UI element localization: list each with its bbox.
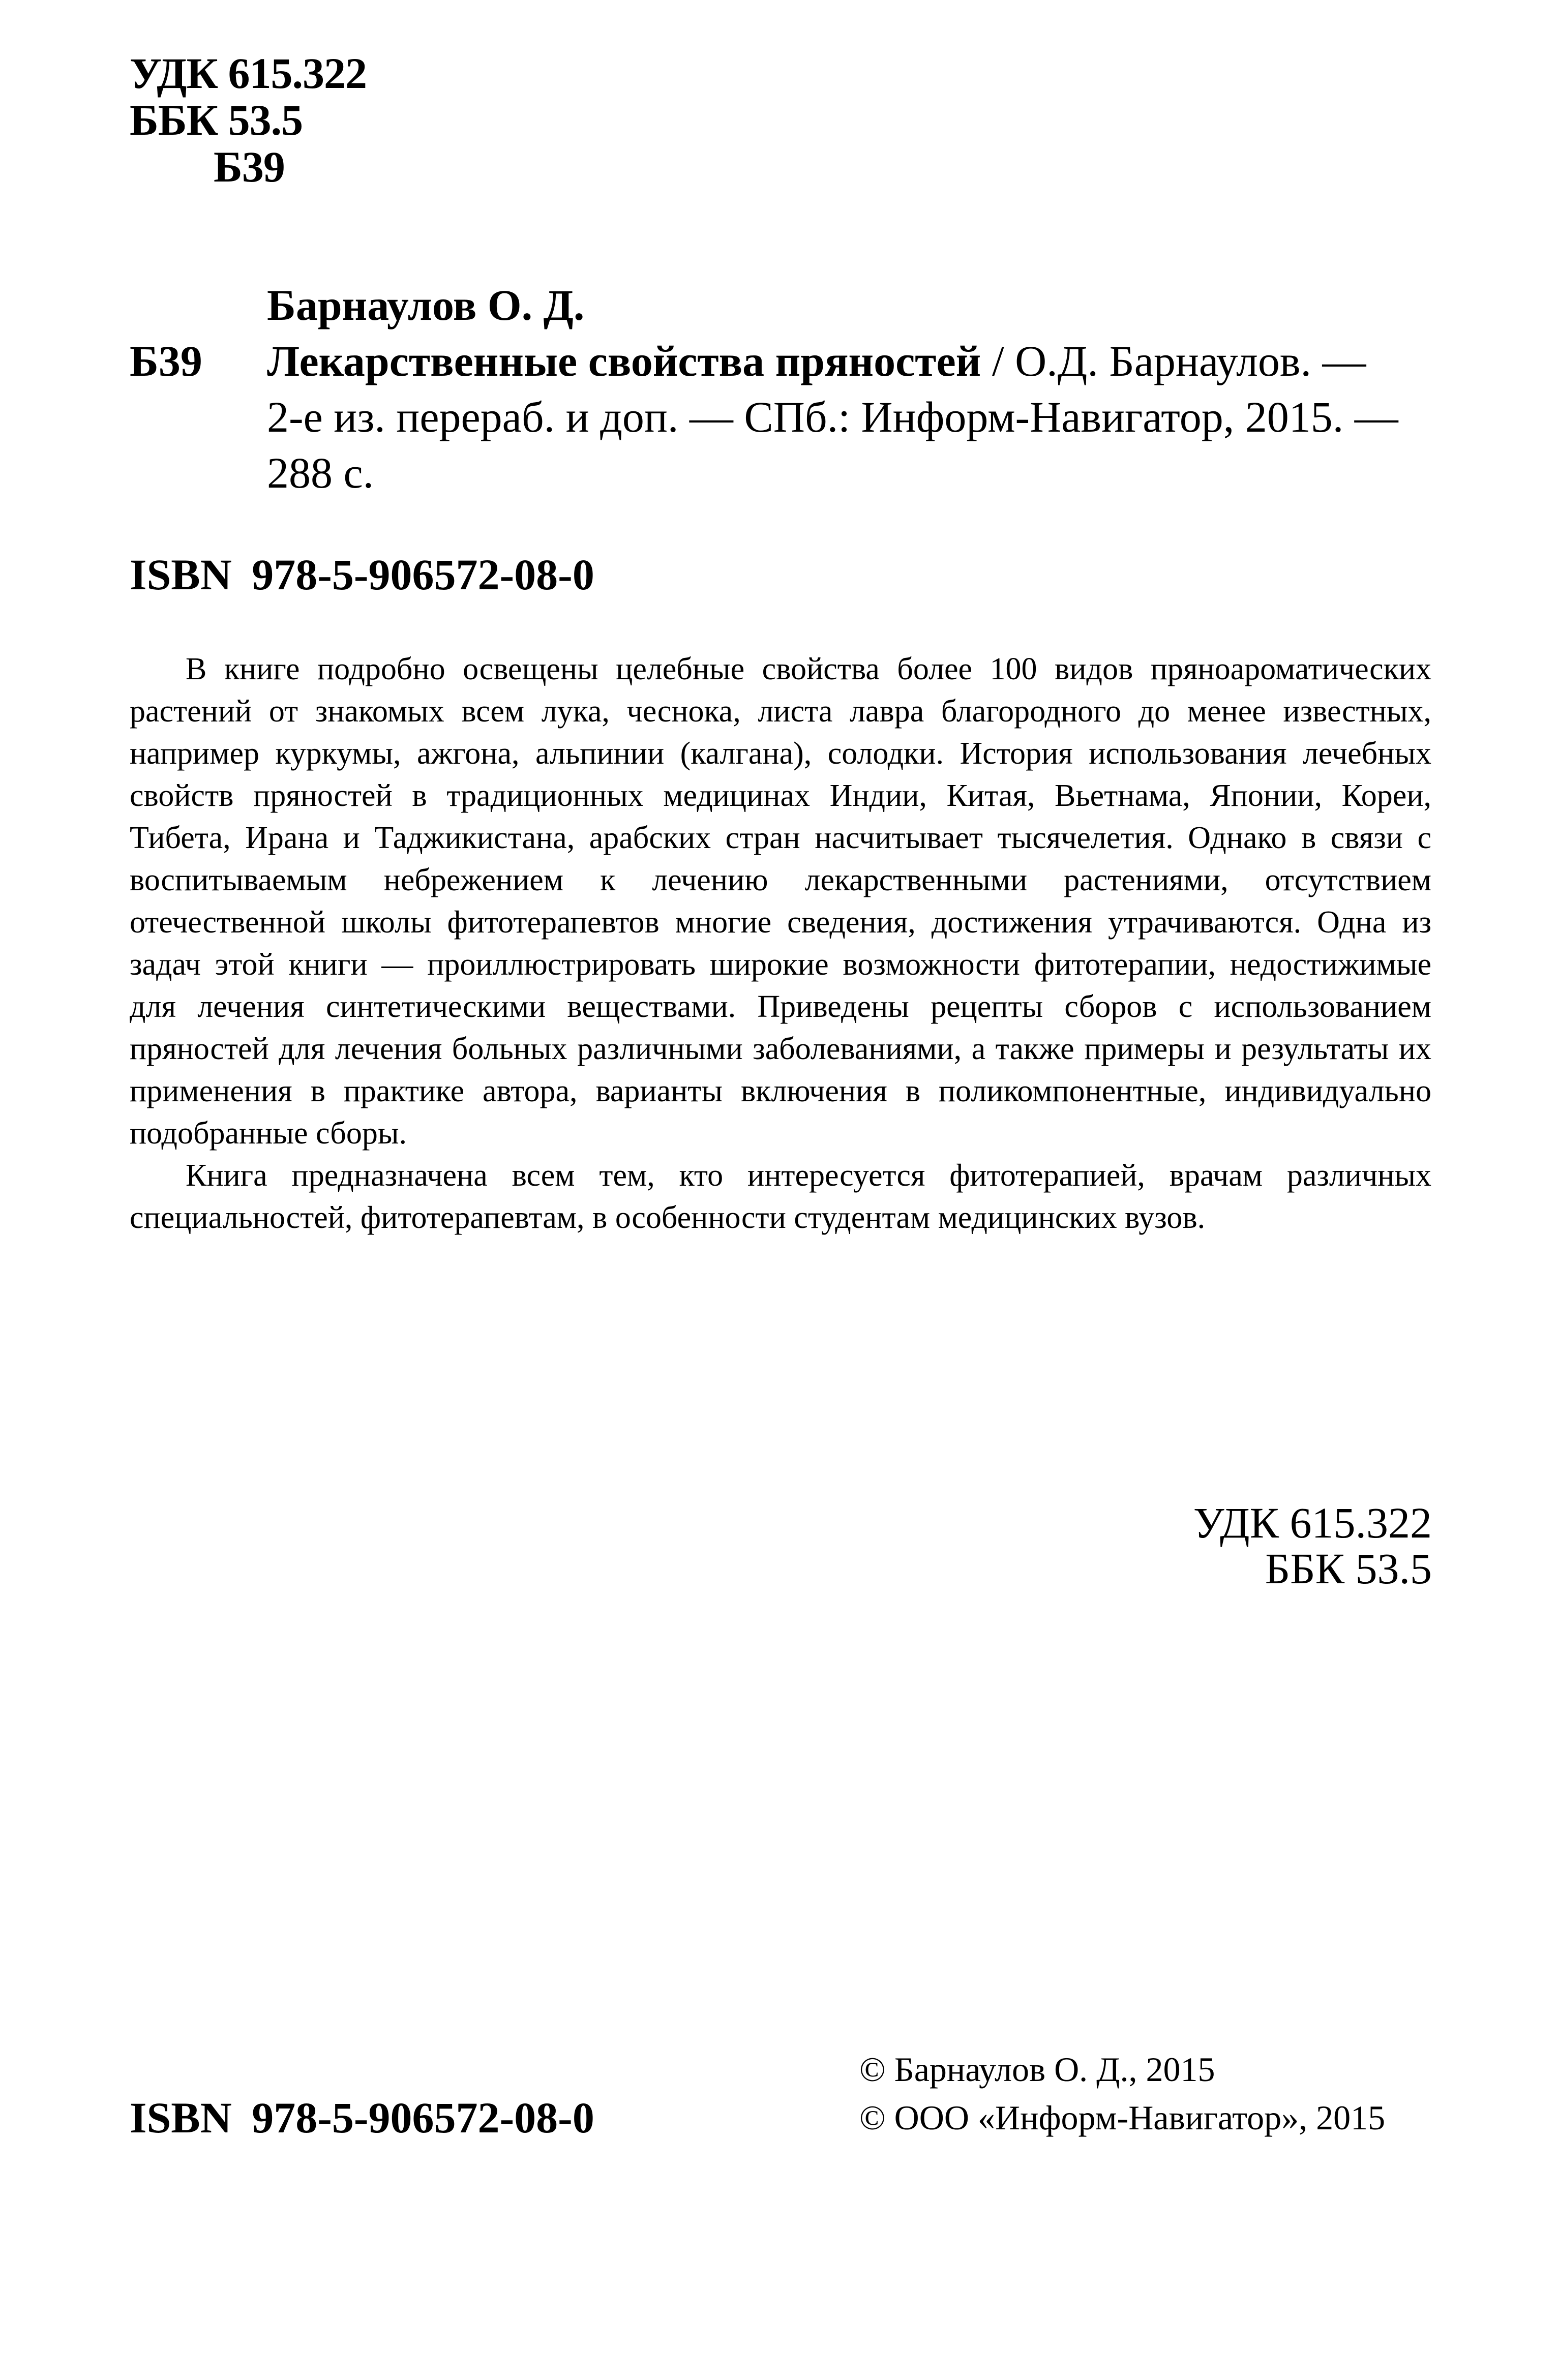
author-mark-side: Б39: [130, 337, 202, 385]
copyright-author: © Барнаулов О. Д., 2015: [859, 2050, 1215, 2089]
copyright-publisher: © ООО «Информ-Навигатор», 2015: [859, 2098, 1386, 2137]
udk-code: УДК 615.322: [130, 49, 367, 98]
author-mark: Б39: [214, 142, 285, 191]
edition-statement: 2-е из. перераб. и доп. — СПб.: Информ-Навигатор, 2015. —: [267, 393, 1398, 441]
bbk-code: ББК 53.5: [130, 96, 303, 144]
book-title: Лекарственные свойства пряностей: [267, 337, 981, 385]
annotation: [130, 648, 1431, 1239]
title-line: [267, 333, 1366, 389]
isbn-footer: ISBN 978-5-906572-08-0: [130, 2093, 594, 2142]
udk-code-footer: УДК 615.322: [1193, 1498, 1432, 1547]
annotation-paragraph: В книге подробно освещены целебные свойства более 100 видов пряноароматических растений от знакомых всем лука, чеснока, листа лавра благородного до менее известных, например куркумы, ажгона, альпинии (калгана), солодки. История использования лечебных свойств пряностей в традиционных медицинах Индии, Китая, Вьетнама, Японии, Кореи, Тибета, Ирана и Таджикистана, арабских стран насчитывает тысячелетия. Однако в связи с воспитываемым небрежением к лечению лекарственными растениями, отсутствием отечественной школы фитотерапевтов многие сведения, достижения утрачиваются. Одна из задач этой книги — проиллюстрировать широкие возможности фитотерапии, недостижимые для лечения синтетическими веществами. Приведены рецепты сборов с использованием пряностей для лечения больных различными заболеваниями, а также примеры и результаты их применения в практике автора, варианты включения в поликомпонентные, индивидуально подобранные сборы.: [130, 652, 1431, 1151]
annotation-paragraph: Книга предназначена всем тем, кто интересуется фитотерапией, врачам различных специальностей, фитотерапевтам, в особенности студентам медицинских вузов.: [130, 1158, 1431, 1235]
page-count: 288 с.: [267, 448, 374, 497]
bbk-code-footer: ББК 53.5: [1265, 1544, 1432, 1593]
isbn: ISBN 978-5-906572-08-0: [130, 550, 594, 599]
statement-of-responsibility: / О.Д. Барнаулов. —: [981, 337, 1366, 385]
author-heading: Барнаулов О. Д.: [267, 281, 585, 329]
